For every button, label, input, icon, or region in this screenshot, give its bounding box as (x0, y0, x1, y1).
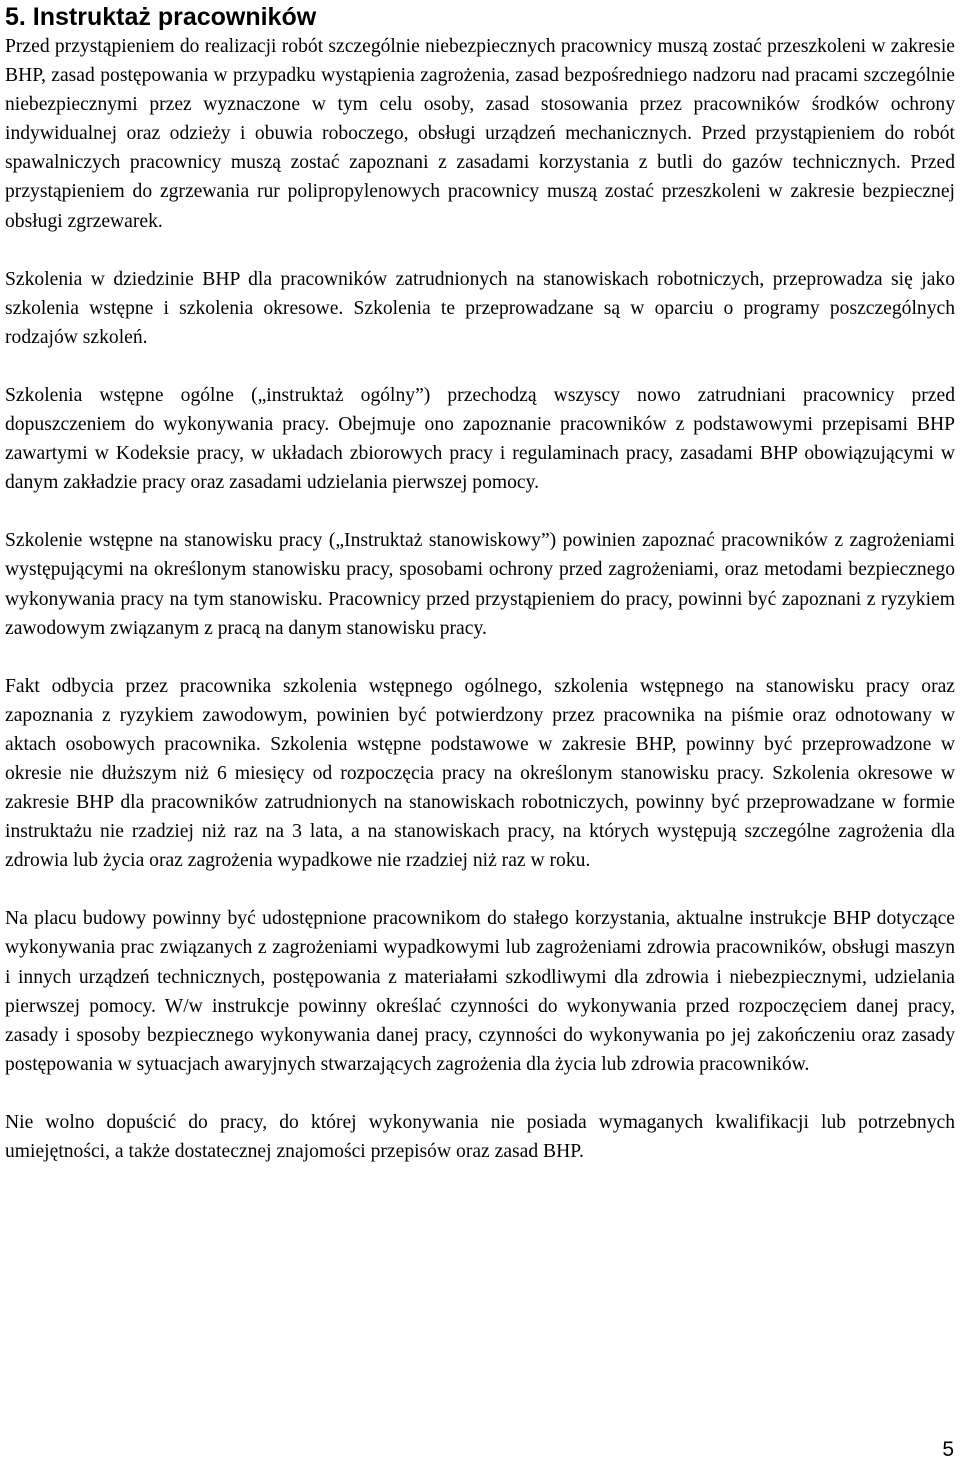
paragraph-bhp-training-types: Szkolenia w dziedzinie BHP dla pracowników zatrudnionych na stanowiskach robotniczych, przeprowadza się jako szkolenia wstępne i szkolenia okresowe. Szkolenia te przeprowadzane są w oparciu o programy poszczególnych rodzajów szkoleń. (5, 268, 955, 348)
paragraph-general-training: Szkolenia wstępne ogólne („instruktaż ogólny”) przechodzą wszyscy nowo zatrudniani pracownicy przed dopuszczeniem do wykonywania pracy. Obejmuje ono zapoznanie pracowników z podstawowymi przepisami BHP zawartymi w Kodeksie pracy, w układach zbiorowych pracy i regulaminach pracy, zasadami BHP obowiązującymi w danym zakładzie pracy oraz zasadami udzielania pierwszej pomocy. (5, 384, 955, 494)
paragraph-intro-training: Przed przystąpieniem do realizacji robót szczególnie niebezpiecznych pracownicy muszą zostać przeszkoleni w zakresie BHP, zasad postępowania w przypadku wystąpienia zagrożenia, zasad bezpośredniego nadzoru nad pracami szczególnie niebezpiecznymi przez wyznaczone w tym celu osoby, zasad stosowania przez pracowników środków ochrony indywidualnej oraz odzieży i obuwia roboczego, obsługi urządzeń mechanicznych. Przed przystąpieniem do robót spawalniczych pracownicy muszą zostać zapoznani z zasadami korzystania z butli do gazów technicznych. Przed przystąpieniem do zgrzewania rur polipropylenowych pracownicy muszą zostać przeszkoleni w zakresie bezpiecznej obsługi zgrzewarek. (5, 36, 955, 232)
page-number: 5 (942, 1438, 954, 1461)
paragraph-workstation-training: Szkolenie wstępne na stanowisku pracy („Instruktaż stanowiskowy”) powinien zapoznać pracowników z zagrożeniami występującymi na określonym stanowisku pracy, sposobami ochrony przed zagrożeniami, oraz metodami bezpiecznego wykonywania pracy na tym stanowisku. Pracownicy przed przystąpieniem do pracy, powinni być zapoznani z ryzykiem zawodowym związanym z pracą na danym stanowisku pracy. (5, 530, 955, 639)
paragraph-bhp-instructions: Na placu budowy powinny być udostępnione pracownikom do stałego korzystania, aktualne instrukcje BHP dotyczące wykonywania prac związanych z zagrożeniami wypadkowymi lub zagrożeniami zdrowia pracowników, obsługi maszyn i innych urządzeń technicznych, postępowania z materiałami szkodliwymi dla zdrowia i niebezpiecznymi, udzielania pierwszej pomocy. W/w instrukcje powinny określać czynności do wykonywania przed rozpoczęciem danej pracy, zasady i sposoby bezpiecznego wykonywania danej pracy, czynności do wykonywania po jej zakończeniu oraz zasady postępowania w sytuacjach awaryjnych stwarzających zagrożenia dla życia lub zdrowia pracowników. (5, 908, 955, 1075)
paragraph-training-confirmation: Fakt odbycia przez pracownika szkolenia wstępnego ogólnego, szkolenia wstępnego na stanowisku pracy oraz zapoznania z ryzykiem zawodowym, powinien być potwierdzony przez pracownika na piśmie oraz odnotowany w aktach osobowych pracownika. Szkolenia wstępne podstawowe w zakresie BHP, powinny być przeprowadzone w okresie nie dłuższym niż 6 miesięcy od rozpoczęcia pracy na określonym stanowisku pracy. Szkolenia okresowe w zakresie BHP dla pracowników zatrudnionych na stanowiskach robotniczych, powinny być przeprowadzane w formie instruktażu nie rzadziej niż raz na 3 lata, a na stanowiskach pracy, na których występują szczególne zagrożenia dla zdrowia lub życia oraz zagrożenia wypadkowe nie rzadziej niż raz w roku. (5, 675, 955, 872)
document-page (5, 0, 955, 1166)
paragraph-qualification-requirement: Nie wolno dopuścić do pracy, do której wykonywania nie posiada wymaganych kwalifikacji lub potrzebnych umiejętności, a także dostatecznej znajomości przepisów oraz zasad BHP. (5, 1111, 955, 1162)
section-heading: 5. Instruktaż pracowników (5, 3, 317, 31)
